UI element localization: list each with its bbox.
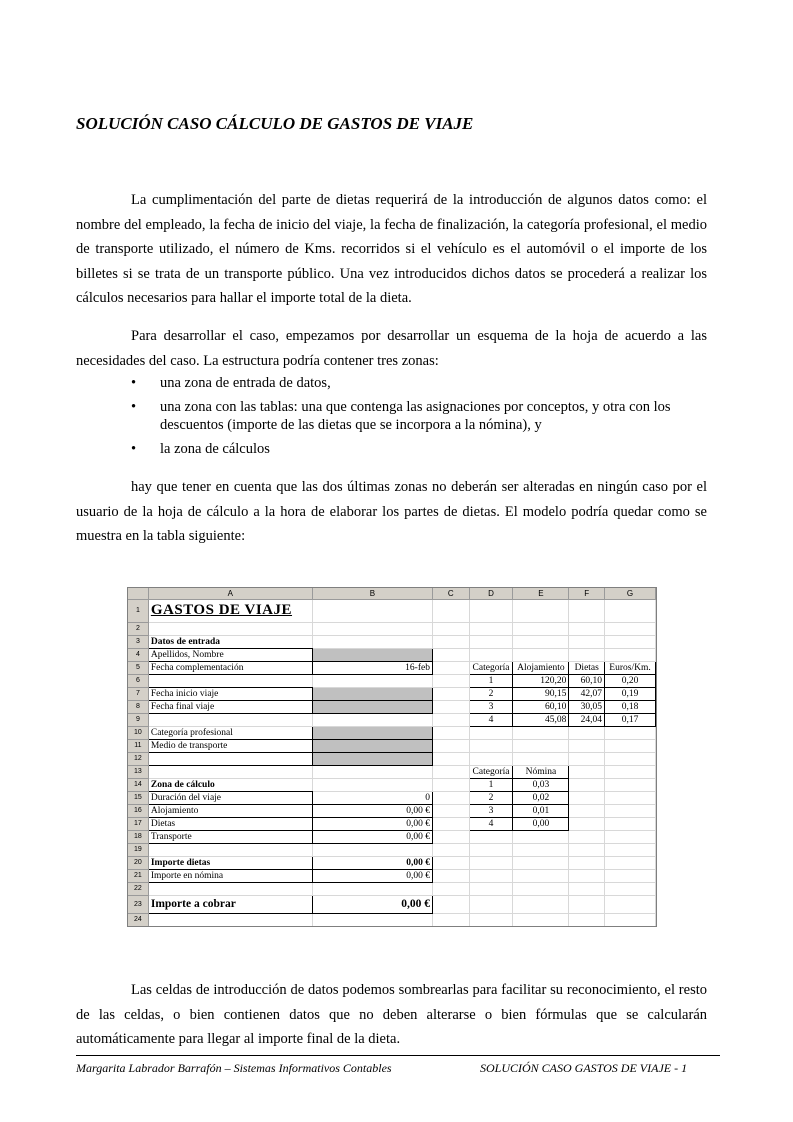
list-item	[76, 374, 707, 392]
tabla1-cell: 0,18	[605, 701, 656, 714]
tabla1-cell: 45,08	[513, 714, 569, 727]
spreadsheet-screenshot	[127, 587, 657, 927]
paragraph-note-text: hay que tener en cuenta que las dos últimas zonas no deberán ser alteradas en ningún caso por el usuario de la hoja de cálculo a la hora de elaborar los partes de dietas. El modelo podría quedar como se muestra en la tabla siguiente:	[76, 479, 707, 544]
sheet-row	[128, 792, 656, 805]
row-number: 10	[128, 727, 148, 740]
footer-author: Margarita Labrador Barrafón – Sistemas Informativos Contables	[76, 1061, 392, 1075]
sheet-row	[128, 740, 656, 753]
list-item	[76, 440, 707, 458]
sheet-row	[128, 662, 656, 675]
row-number: 12	[128, 753, 148, 766]
tabla1-header: Euros/Km.	[605, 662, 656, 675]
tabla1-cell: 24,04	[569, 714, 605, 727]
tabla1-cell: 1	[469, 675, 513, 688]
row-number: 18	[128, 831, 148, 844]
sheet-row	[128, 831, 656, 844]
column-header: B	[312, 588, 432, 600]
sheet-row	[128, 636, 656, 649]
sheet-row	[128, 623, 656, 636]
row-number: 13	[128, 766, 148, 779]
dietas-value: 0,00 €	[312, 818, 432, 831]
tabla1-cell: 3	[469, 701, 513, 714]
paragraph-closing-text: Las celdas de introducción de datos podemos sombrearlas para facilitar su reconocimiento, el resto de las celdas, o bien contienen datos que no deben alterarse o bien fórmulas que se calcularán automáticamente para llegar al importe final de la dieta.	[76, 982, 707, 1047]
calculo-label: Zona de cálculo	[148, 779, 312, 792]
sheet-row	[128, 675, 656, 688]
tabla2-header: Categoría	[469, 766, 513, 779]
alojamiento-label: Alojamiento	[148, 805, 312, 818]
sheet-heading	[148, 600, 312, 623]
tabla2-cell: 0,02	[513, 792, 569, 805]
sheet-row	[128, 688, 656, 701]
sheet-row	[128, 727, 656, 740]
row-number: 6	[128, 675, 148, 688]
row-number: 3	[128, 636, 148, 649]
row-number: 21	[128, 870, 148, 883]
sheet-row	[128, 714, 656, 727]
row-number: 23	[128, 896, 148, 914]
tabla1-header: Dietas	[569, 662, 605, 675]
row-number: 11	[128, 740, 148, 753]
importe-dietas-label: Importe dietas	[148, 857, 312, 870]
row-number: 9	[128, 714, 148, 727]
apellidos-label: Apellidos, Nombre	[148, 649, 312, 662]
medio-label: Medio de transporte	[148, 740, 312, 753]
row-number: 15	[128, 792, 148, 805]
tabla1-header: Alojamiento	[513, 662, 569, 675]
column-header: E	[513, 588, 569, 600]
paragraph-structure	[76, 324, 707, 373]
sheet-row	[128, 883, 656, 896]
tabla1-cell: 4	[469, 714, 513, 727]
paragraph-closing	[76, 978, 707, 1052]
apellidos-input[interactable]	[312, 649, 432, 662]
row-number: 20	[128, 857, 148, 870]
tabla1-cell: 0,19	[605, 688, 656, 701]
row-number: 7	[128, 688, 148, 701]
tabla1-cell: 60,10	[513, 701, 569, 714]
fecha-compl-label: Fecha complementación	[148, 662, 312, 675]
tabla2-cell: 1	[469, 779, 513, 792]
sheet-row	[128, 805, 656, 818]
column-header: A	[148, 588, 312, 600]
fecha-final-input[interactable]	[312, 701, 432, 714]
sheet-row	[128, 844, 656, 857]
paragraph-structure-text: Para desarrollar el caso, empezamos por desarrollar un esquema de la hoja de acuerdo a las necesidades del caso. La estructura podría contener tres zonas:	[76, 328, 707, 369]
importe-nomina-label: Importe en nómina	[148, 870, 312, 883]
row-number: 24	[128, 914, 148, 927]
bullet-icon: •	[131, 441, 137, 457]
sheet-heading-text: GASTOS DE VIAJE	[150, 602, 293, 618]
tabla1-cell: 42,07	[569, 688, 605, 701]
row-number: 5	[128, 662, 148, 675]
row-number: 17	[128, 818, 148, 831]
categoria-label: Categoría profesional	[148, 727, 312, 740]
row-number: 19	[128, 844, 148, 857]
row-number: 14	[128, 779, 148, 792]
row-number: 16	[128, 805, 148, 818]
tabla1-cell: 0,20	[605, 675, 656, 688]
column-header: D	[469, 588, 513, 600]
tabla1-cell: 0,17	[605, 714, 656, 727]
importe-dietas-value: 0,00 €	[312, 857, 432, 870]
tabla2-cell: 0,00	[513, 818, 569, 831]
tabla1-cell: 60,10	[569, 675, 605, 688]
tabla2-header: Nómina	[513, 766, 569, 779]
zones-list	[76, 374, 707, 464]
row-number: 2	[128, 623, 148, 636]
list-item-text: una zona de entrada de datos,	[160, 375, 331, 391]
categoria-input[interactable]	[312, 727, 432, 740]
sheet-row	[128, 649, 656, 662]
transporte-value: 0,00 €	[312, 831, 432, 844]
column-header: C	[432, 588, 469, 600]
tabla1-cell: 30,05	[569, 701, 605, 714]
column-header-row	[128, 588, 656, 600]
tabla2-cell: 4	[469, 818, 513, 831]
bullet-icon: •	[131, 399, 137, 415]
fecha-final-label: Fecha final viaje	[148, 701, 312, 714]
duracion-value: 0	[312, 792, 432, 805]
sheet-row	[128, 914, 656, 927]
dietas-label: Dietas	[148, 818, 312, 831]
entrada-label: Datos de entrada	[148, 636, 312, 649]
sheet-row	[128, 896, 656, 914]
corner-cell	[128, 588, 148, 600]
list-item-text: una zona con las tablas: una que contenga las asignaciones por conceptos, y otra con los descuentos (importe de las dietas que se incorpora a la nómina), y	[160, 399, 671, 433]
paragraph-intro-text: La cumplimentación del parte de dietas requerirá de la introducción de algunos datos como: el nombre del empleado, la fecha de inicio del viaje, la fecha de finalización, la categoría profesional, el medio de transporte utilizado, el número de Kms. recorridos si el vehículo es el automóvil o el importe de los billetes si se trata de un transporte público. Una vez introducidos dichos datos se procederá a realizar los cálculos necesarios para hallar el importe total de la dieta.	[76, 192, 707, 306]
alojamiento-value: 0,00 €	[312, 805, 432, 818]
kms-input[interactable]	[312, 753, 432, 766]
bullet-icon: •	[131, 375, 137, 391]
importe-nomina-value: 0,00 €	[312, 870, 432, 883]
list-item	[76, 398, 707, 434]
tabla1-header: Categoría	[469, 662, 513, 675]
transporte-label: Transporte	[148, 831, 312, 844]
fecha-compl-value: 16-feb	[312, 662, 432, 675]
tabla2-cell: 0,01	[513, 805, 569, 818]
tabla1-cell: 90,15	[513, 688, 569, 701]
column-header: G	[605, 588, 656, 600]
row-number: 8	[128, 701, 148, 714]
list-item-text: la zona de cálculos	[160, 441, 270, 457]
importe-cobrar-value: 0,00 €	[312, 896, 432, 914]
duracion-label: Duración del viaje	[148, 792, 312, 805]
fecha-inicio-input[interactable]	[312, 688, 432, 701]
paragraph-intro	[76, 188, 707, 311]
sheet-row	[128, 779, 656, 792]
sheet-row	[128, 857, 656, 870]
sheet-row	[128, 753, 656, 766]
sheet-row	[128, 766, 656, 779]
row-number: 1	[128, 600, 148, 623]
tabla2-cell: 3	[469, 805, 513, 818]
sheet-row	[128, 818, 656, 831]
fecha-inicio-label: Fecha inicio viaje	[148, 688, 312, 701]
tabla2-cell: 0,03	[513, 779, 569, 792]
tabla2-cell: 2	[469, 792, 513, 805]
page-title: SOLUCIÓN CASO CÁLCULO DE GASTOS DE VIAJE	[76, 114, 474, 133]
row-number: 4	[128, 649, 148, 662]
sheet-row	[128, 870, 656, 883]
importe-cobrar-label: Importe a cobrar	[148, 896, 312, 914]
tabla1-cell: 2	[469, 688, 513, 701]
column-header: F	[569, 588, 605, 600]
footer-page-label: SOLUCIÓN CASO GASTOS DE VIAJE - 1	[480, 1061, 688, 1075]
sheet-row	[128, 701, 656, 714]
sheet-row	[128, 600, 656, 623]
footer-divider	[76, 1055, 720, 1056]
row-number: 22	[128, 883, 148, 896]
medio-input[interactable]	[312, 740, 432, 753]
tabla1-cell: 120,20	[513, 675, 569, 688]
paragraph-note	[76, 475, 707, 549]
